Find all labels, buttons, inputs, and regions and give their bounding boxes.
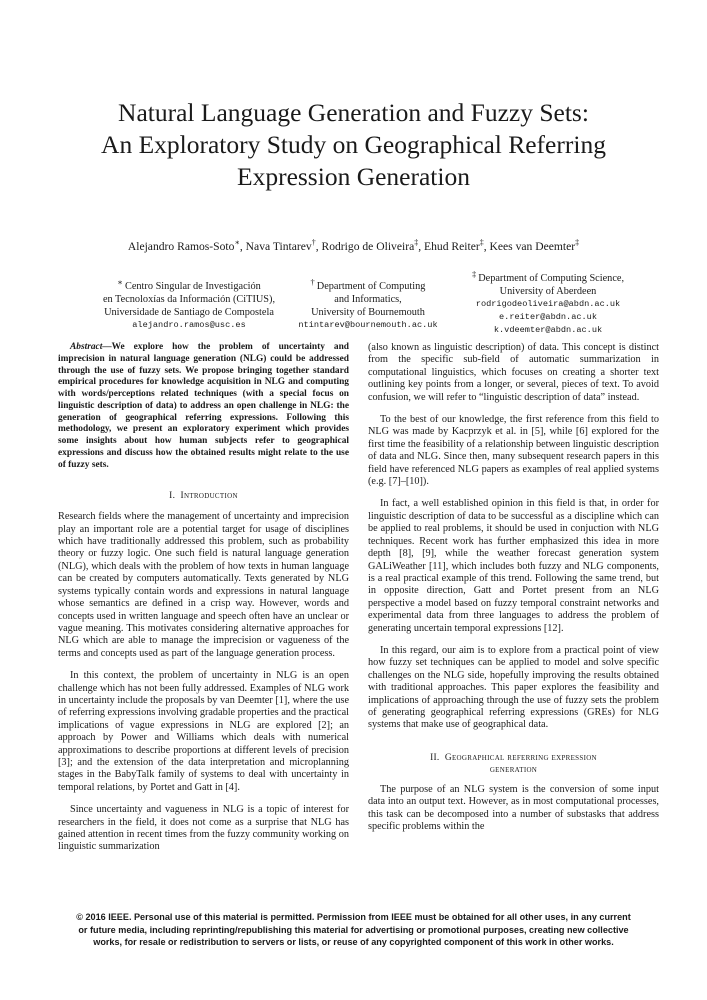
author-list (40, 238, 667, 253)
affiliation-line: Centro Singular de Investigación (124, 281, 261, 292)
author-name: Nava Tintarev (245, 239, 312, 253)
affiliation-line: University of Bournemouth (311, 307, 425, 318)
author-mark: ‡ (414, 238, 419, 247)
affiliation-citius (84, 276, 294, 332)
affiliation-email: rodrigodeoliveira@abdn.ac.uk (475, 299, 621, 309)
left-column (58, 342, 349, 854)
title-line: Expression Generation (237, 162, 470, 191)
author-mark: ‡ (479, 238, 484, 247)
affiliation-mark: † (310, 277, 315, 287)
copyright-notice (30, 911, 677, 949)
paragraph: To the best of our knowledge, the first reference from this field to NLG was made by Kacprzyk et al. in [5], while [6] explored for the first time the feasibility of a relationship between linguistic description of data and NLG. Since then, many subsequent research papers in this field have referenced NLG papers as examples of real applied systems (e.g. [7]–[10]). (368, 414, 659, 488)
affiliation-aberdeen (448, 268, 648, 336)
affiliation-line: Department of Computing Science, (478, 273, 625, 284)
author-sep: , (239, 239, 246, 253)
title-line: Natural Language Generation and Fuzzy Sets: (118, 98, 589, 127)
abstract-text: —We explore how the problem of uncertainty and imprecision in natural language generation (NLG) could be addressed through the use of fuzzy sets. We propose bringing together standard empirical procedures for knowledge acquisition in NLG and computing with words/perceptions related techniques (with a special focus on linguistic description of data) to address an open challenge in NLG: the generation of geographical referring expressions. Following this methodology, we present an exploratory experiment which provides some insights about how human subjects refer to geographical expressions and discuss how the obtained results might relate to the use of fuzzy sets. (58, 342, 349, 470)
affiliation-bournemouth (288, 276, 448, 332)
affiliation-line: University of Aberdeen (499, 286, 597, 297)
section-heading-gre (368, 752, 659, 776)
section-title: Geographical referring expression (444, 752, 597, 763)
title-line: An Exploratory Study on Geographical Referring (101, 130, 606, 159)
affiliation-line: and Informatics, (334, 294, 402, 305)
author-mark: ∗ (234, 238, 240, 247)
affiliation-mark: ∗ (117, 277, 123, 287)
author-name: Kees van Deemter (489, 239, 576, 253)
section-number: I. (169, 491, 176, 502)
abstract (58, 342, 349, 471)
paragraph: In this regard, our aim is to explore from a practical point of view how fuzzy set techniques can be applied to model and solve specific challenges on the NLG side, hopefully improving the results obtained with traditional approaches. This paper explores the feasibility and implications of approaching through the use of fuzzy sets the problem of generating geographical referring expressions (GREs) for NLG systems that make use of geographical data. (368, 644, 659, 731)
copyright-line: © 2016 IEEE. Personal use of this material is permitted. Permission from IEEE must be obtained for all other uses, in any current (76, 912, 631, 922)
paragraph: In fact, a well established opinion in this field is that, in order for linguistic description of data to be successful as a discipline which can be applied to real problems, it should be used in conjuction with NLG techniques. Recent work has further emphasized this idea in more depth [8], [9], while the weather forecast generation system GALiWeather [11], which includes both fuzzy and NLG components, is a real practical example of this trend. Following the same trend, but in opposite direction, Gatt and Portet present from an NLG perspective a model based on fuzzy temporal constraint networks and experimental data from three languages to address the problem of generating uncertain temporal expressions [12]. (368, 498, 659, 634)
copyright-line: works, for resale or redistribution to servers or lists, or reuse of any copyrighted component of this work in other works. (93, 937, 614, 948)
paragraph: (also known as linguistic description) of data. This concept is distinct from the specific sub-field of automatic summarization in computational linguistics, which focuses on creating a shorter text outlining key points from a longer, or several, pieces of text. To avoid confusion, we will refer to “linguistic description of data” instead. (368, 342, 659, 403)
affiliation-mark: ‡ (471, 269, 477, 279)
affiliation-line: en Tecnoloxías da Información (CiTIUS), (102, 294, 276, 305)
author-sep: , (483, 239, 490, 253)
author-mark: † (311, 238, 316, 247)
affiliation-email: e.reiter@abdn.ac.uk (499, 311, 597, 322)
author-name: Rodrigo de Oliveira (321, 239, 415, 253)
affiliation-line: Department of Computing (316, 281, 426, 292)
author-sep: , (315, 239, 322, 253)
section-heading-introduction (58, 490, 349, 502)
affiliation-email: k.vdeemter@abdn.ac.uk (493, 324, 603, 335)
section-title: Introduction (180, 491, 238, 502)
author-sep: , (418, 239, 425, 253)
author-name: Ehud Reiter (424, 239, 480, 253)
section-number: II. (430, 752, 440, 763)
affiliation-email: ntintarev@bournemouth.ac.uk (298, 320, 438, 330)
copyright-line: or future media, including reprinting/republishing this material for advertising or promotional purposes, creating new collective (78, 924, 629, 935)
section-title: generation (489, 764, 538, 775)
paragraph: Research fields where the management of uncertainty and imprecision play an important role are a potential target for usage of disciplines which have traditionally addressed this problem, such as probability theory or fuzzy logic. One such field is natural language generation (NLG), which deals with the problem of how texts in human language can be created by computers automatically. Texts generated by NLG systems typically contain words and expressions in natural language whose semantics are defined in a crisp way. However, words and concepts used in written language and speech often have an unclear or vague meaning. This motivates considering alternative approaches for NLG which are able to manage the imprecision or vagueness of the terms and concepts used as part of the language generation process. (58, 511, 349, 659)
paragraph: Since uncertainty and vagueness in NLG is a topic of interest for researchers in the field, it does not come as a surprise that NLG has gained attention in recent times from the fuzzy community working on linguistic summarization (58, 804, 349, 853)
author-name: Alejandro Ramos-Soto (127, 239, 235, 253)
paper-title (40, 97, 667, 193)
affiliation-email: alejandro.ramos@usc.es (132, 320, 246, 330)
paragraph: The purpose of an NLG system is the conversion of some input data into an output text. However, as in most computational processes, this task can be decomposed into a number of substasks that address specific problems within the (368, 783, 659, 832)
abstract-label: Abstract (70, 342, 103, 352)
right-column (368, 342, 659, 833)
paragraph: In this context, the problem of uncertainty in NLG is an open challenge which has not been fully addressed. Examples of NLG work in uncertainty include the proposals by van Deemter [1], where the use of referring expressions involving gradable properties and the practical implications of vague expressions in NLG are explored [2]; an approach by Power and Williams which deals with numerical approximations to describe proportions at different levels of precision [3]; and the extension of the data interpretation and microplanning stages in the BabyTalk family of systems to deal with uncertainty in temporal relations, by Portet and Gatt in [4]. (58, 670, 349, 793)
affiliation-line: Universidade de Santiago de Compostela (104, 307, 274, 318)
author-mark: ‡ (575, 238, 580, 247)
